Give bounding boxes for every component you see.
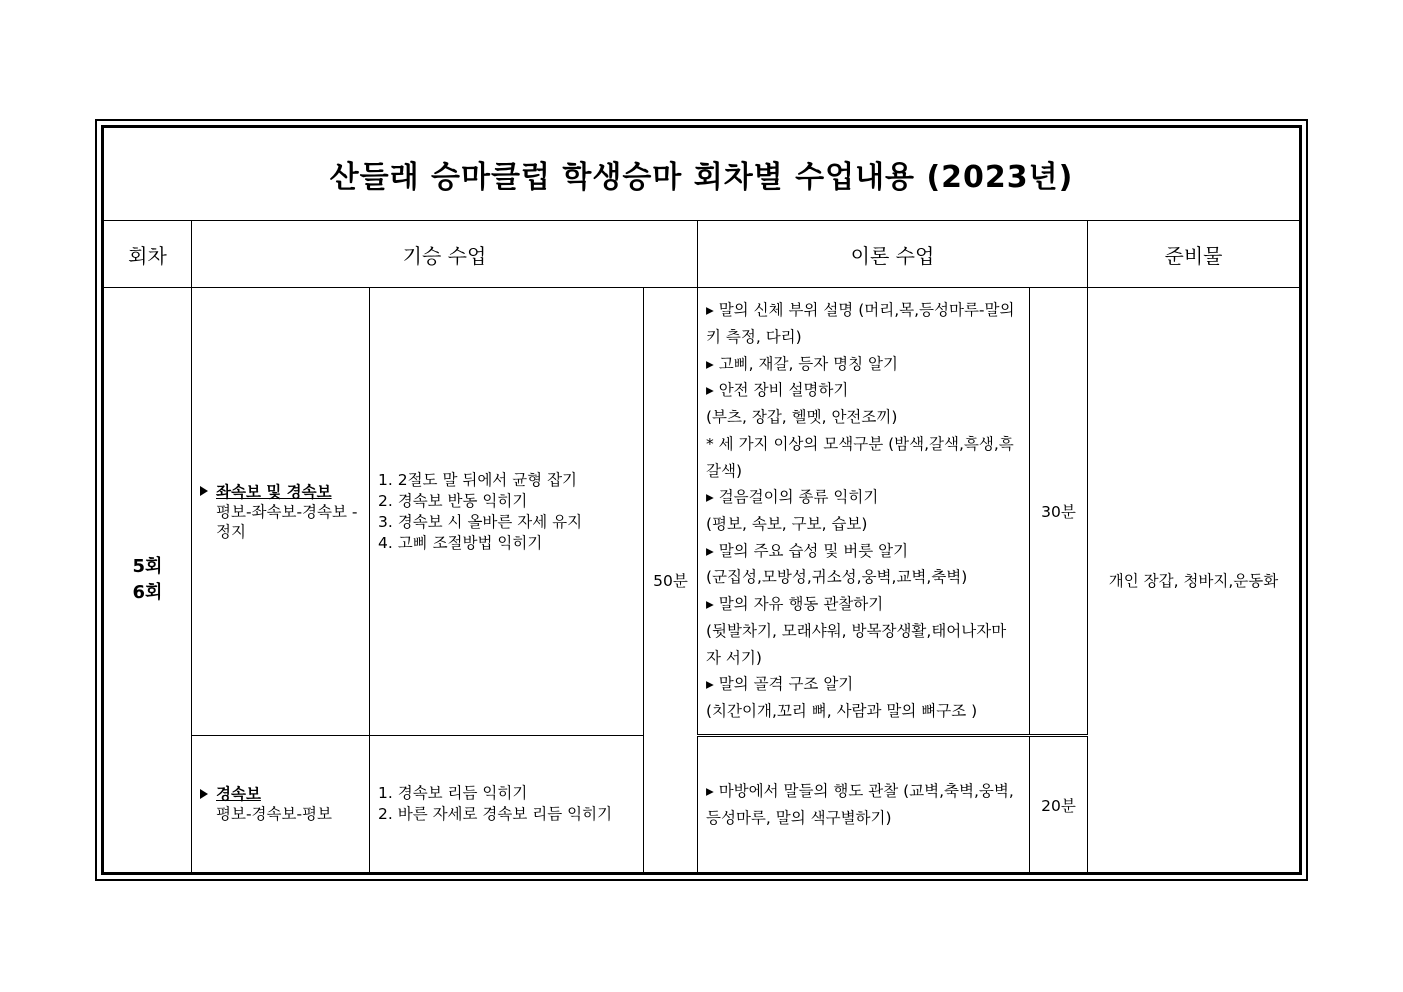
- skill-sequence: 평보-좌속보-경속보 -정지: [216, 502, 358, 541]
- theory-minutes: 30분: [1030, 288, 1088, 736]
- theory-line: (군집성,모방성,귀소성,웅벽,교벽,축벽): [706, 568, 968, 587]
- header-theory: 이론 수업: [698, 221, 1088, 288]
- title-row: [104, 128, 1300, 221]
- schedule-frame: [95, 119, 1308, 881]
- skill-name: 좌속보 및 경속보: [216, 482, 332, 501]
- theory-content-cell: [698, 736, 1030, 873]
- skill-minutes: 50분: [644, 288, 698, 873]
- schedule-inner: [101, 125, 1302, 875]
- theory-line: ▸ 마방에서 말들의 행도 관찰 (교벽,축벽,웅벽, 등성마루, 말의 색구별하기): [706, 781, 1014, 827]
- skill-sequence: 평보-경속보-평보: [216, 805, 332, 823]
- theory-line: (부츠, 장갑, 헬멧, 안전조끼): [706, 408, 898, 427]
- theory-content-cell: [698, 288, 1030, 736]
- theory-line: * 세 가지 이상의 모색구분 (밤색,갈색,흑생,흑갈색): [706, 434, 1014, 480]
- lesson-row-1: [104, 288, 1300, 736]
- header-skill: 기승 수업: [192, 221, 698, 288]
- theory-line: ▸ 걸음걸이의 종류 익히기: [706, 488, 879, 507]
- skill-name: 경속보: [216, 785, 261, 803]
- skill-item: 4. 고삐 조절방법 익히기: [378, 533, 543, 552]
- theory-line: ▸ 안전 장비 설명하기: [706, 381, 849, 400]
- schedule-table: [103, 127, 1300, 873]
- triangle-bullet-icon: [200, 486, 208, 496]
- theory-line: ▸ 말의 주요 습성 및 버릇 알기: [706, 541, 909, 560]
- header-session: 회차: [104, 221, 192, 288]
- skill-content-cell: [370, 736, 644, 873]
- theory-line: (뒷발차기, 모래샤워, 방목장생활,태어나자마자 서기): [706, 621, 1007, 667]
- session-label: 6회: [132, 582, 163, 603]
- theory-line: ▸ 말의 골격 구조 알기: [706, 675, 854, 694]
- theory-line: ▸ 고삐, 재갈, 등자 명칭 알기: [706, 354, 898, 373]
- session-cell: [104, 288, 192, 873]
- theory-line: ▸ 말의 신체 부위 설명 (머리,목,등성마루-말의 키 측정, 다리): [706, 301, 1015, 347]
- theory-line: (평보, 속보, 구보, 습보): [706, 515, 868, 533]
- skill-item: 3. 경속보 시 올바른 자세 유지: [378, 512, 583, 531]
- skill-item: 1. 2절도 말 뒤에서 균형 잡기: [378, 470, 578, 489]
- theory-minutes: 20분: [1030, 736, 1088, 873]
- page-title: 산들래 승마클럽 학생승마 회차별 수업내용 (2023년): [104, 128, 1300, 221]
- skill-content-cell: [370, 288, 644, 736]
- prep-cell: 개인 장갑, 청바지,운동화: [1088, 288, 1300, 873]
- triangle-bullet-icon: [200, 789, 208, 799]
- skill-item: 2. 바른 자세로 경속보 리듬 익히기: [378, 805, 613, 823]
- skill-item: 1. 경속보 리듬 익히기: [378, 784, 528, 802]
- session-label: 5회: [132, 556, 163, 577]
- skill-item: 2. 경속보 반동 익히기: [378, 491, 528, 510]
- skill-name-cell: [192, 288, 370, 736]
- header-row: [104, 221, 1300, 288]
- theory-line: ▸ 말의 자유 행동 관찰하기: [706, 595, 884, 614]
- theory-line: (치간이개,꼬리 뼈, 사람과 말의 뼈구조 ): [706, 701, 978, 720]
- header-prep: 준비물: [1088, 221, 1300, 288]
- skill-name-cell: [192, 736, 370, 873]
